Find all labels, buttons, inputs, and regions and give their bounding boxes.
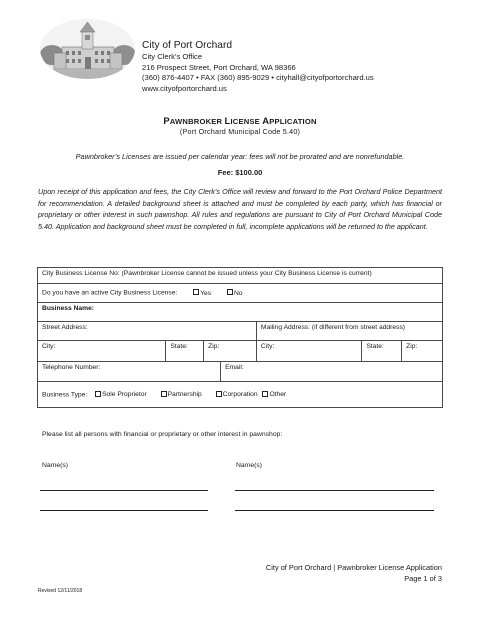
mailing-state-field[interactable]: State:	[361, 341, 401, 361]
name-line-right-1[interactable]	[235, 490, 434, 491]
city-field[interactable]: City:	[42, 343, 56, 350]
sole-proprietor-checkbox[interactable]	[95, 391, 101, 397]
office-website[interactable]: www.cityofportorchard.us	[142, 83, 227, 93]
mailing-address-field[interactable]: Mailing Address: (if different from street address)	[256, 322, 442, 340]
mailing-zip-field[interactable]: Zip:	[401, 341, 442, 361]
office-name: City Clerk’s Office	[142, 52, 203, 61]
business-type-label: Business Type:	[42, 391, 88, 399]
name-line-right-2[interactable]	[235, 510, 434, 511]
office-contact: (360) 876-4407 • FAX (360) 895-9029 • cityhall@cityofportorchard.us	[142, 73, 374, 83]
names-label-left: Name(s)	[42, 462, 69, 469]
no-checkbox[interactable]	[227, 289, 233, 295]
business-license-no-field[interactable]: City Business License No: (Pawnbroker License cannot be issued unless your City Business License is current)	[42, 270, 372, 277]
row-business-name	[38, 302, 442, 321]
sole-proprietor-option[interactable]: Sole Proprietor	[95, 391, 147, 398]
email-field[interactable]: Email:	[220, 362, 442, 381]
business-type-field	[38, 389, 442, 401]
office-address: 216 Prospect Street, Port Orchard, WA 98366	[142, 62, 296, 72]
name-line-left-1[interactable]	[40, 490, 208, 491]
street-address-field[interactable]: Street Address:	[42, 324, 88, 331]
instructions-paragraph: Upon receipt of this application and fees, the City Clerk’s Office will review and forward to the Port Orchard Police Department for recommendation. A detailed background sheet is attached and must be completed by each party, which has financial or proprietary or other interest in such pawnshop. All rules and regulations are pursuant to City of Port Orchard Municipal Code 5.40. Application and background sheet must be completed in full, incomplete applications will be returned to the applicant.	[38, 187, 442, 231]
row-business-type	[38, 381, 442, 407]
active-license-question: Do you have an active City Business License:	[42, 289, 178, 297]
state-field[interactable]: State:	[165, 341, 203, 361]
persons-prompt: Please list all persons with financial or proprietary or other interest in pawnshop:	[42, 431, 283, 438]
yes-checkbox[interactable]	[193, 289, 199, 295]
row-active-license	[38, 283, 442, 302]
other-option[interactable]: Other	[262, 391, 286, 398]
active-license-field	[38, 287, 442, 299]
yes-option[interactable]: Yes	[193, 290, 211, 297]
corporation-option[interactable]: Corporation	[216, 391, 258, 398]
mailing-city-field[interactable]: City:	[256, 341, 361, 361]
letterhead	[142, 39, 374, 94]
corporation-checkbox[interactable]	[216, 391, 222, 397]
form-title: PAWNBROKER LICENSE APPLICATION	[163, 115, 317, 126]
row-business-license-no	[38, 268, 442, 283]
footer-doc-title: City of Port Orchard | Pawnbroker License Application	[265, 563, 442, 572]
fee-amount: Fee: $100.00	[217, 168, 263, 177]
other-checkbox[interactable]	[262, 391, 268, 397]
page-footer	[266, 562, 442, 584]
fee-notice: Pawnbroker’s Licenses are issued per calendar year: fees will not be prorated and are nonrefundable.	[75, 152, 405, 161]
names-label-right: Name(s)	[236, 462, 263, 469]
no-option[interactable]: No	[227, 290, 243, 297]
page-number: Page 1 of 3	[404, 574, 442, 583]
city-name: City of Port Orchard	[142, 40, 233, 51]
form-subtitle: (Port Orchard Municipal Code 5.40)	[179, 127, 301, 136]
partnership-option[interactable]: Partnership	[161, 391, 202, 398]
partnership-checkbox[interactable]	[161, 391, 167, 397]
row-phone-email	[38, 361, 442, 381]
revision-date: Revised 12/11/2018	[38, 588, 83, 594]
zip-field[interactable]: Zip:	[203, 341, 256, 361]
application-form-table	[37, 267, 443, 408]
telephone-field[interactable]: Telephone Number:	[42, 364, 101, 371]
business-name-field[interactable]: Business Name:	[42, 305, 95, 312]
name-line-left-2[interactable]	[40, 510, 208, 511]
city-hall-building-icon	[40, 19, 135, 79]
row-city-state-zip	[38, 340, 442, 361]
row-addresses	[38, 321, 442, 340]
